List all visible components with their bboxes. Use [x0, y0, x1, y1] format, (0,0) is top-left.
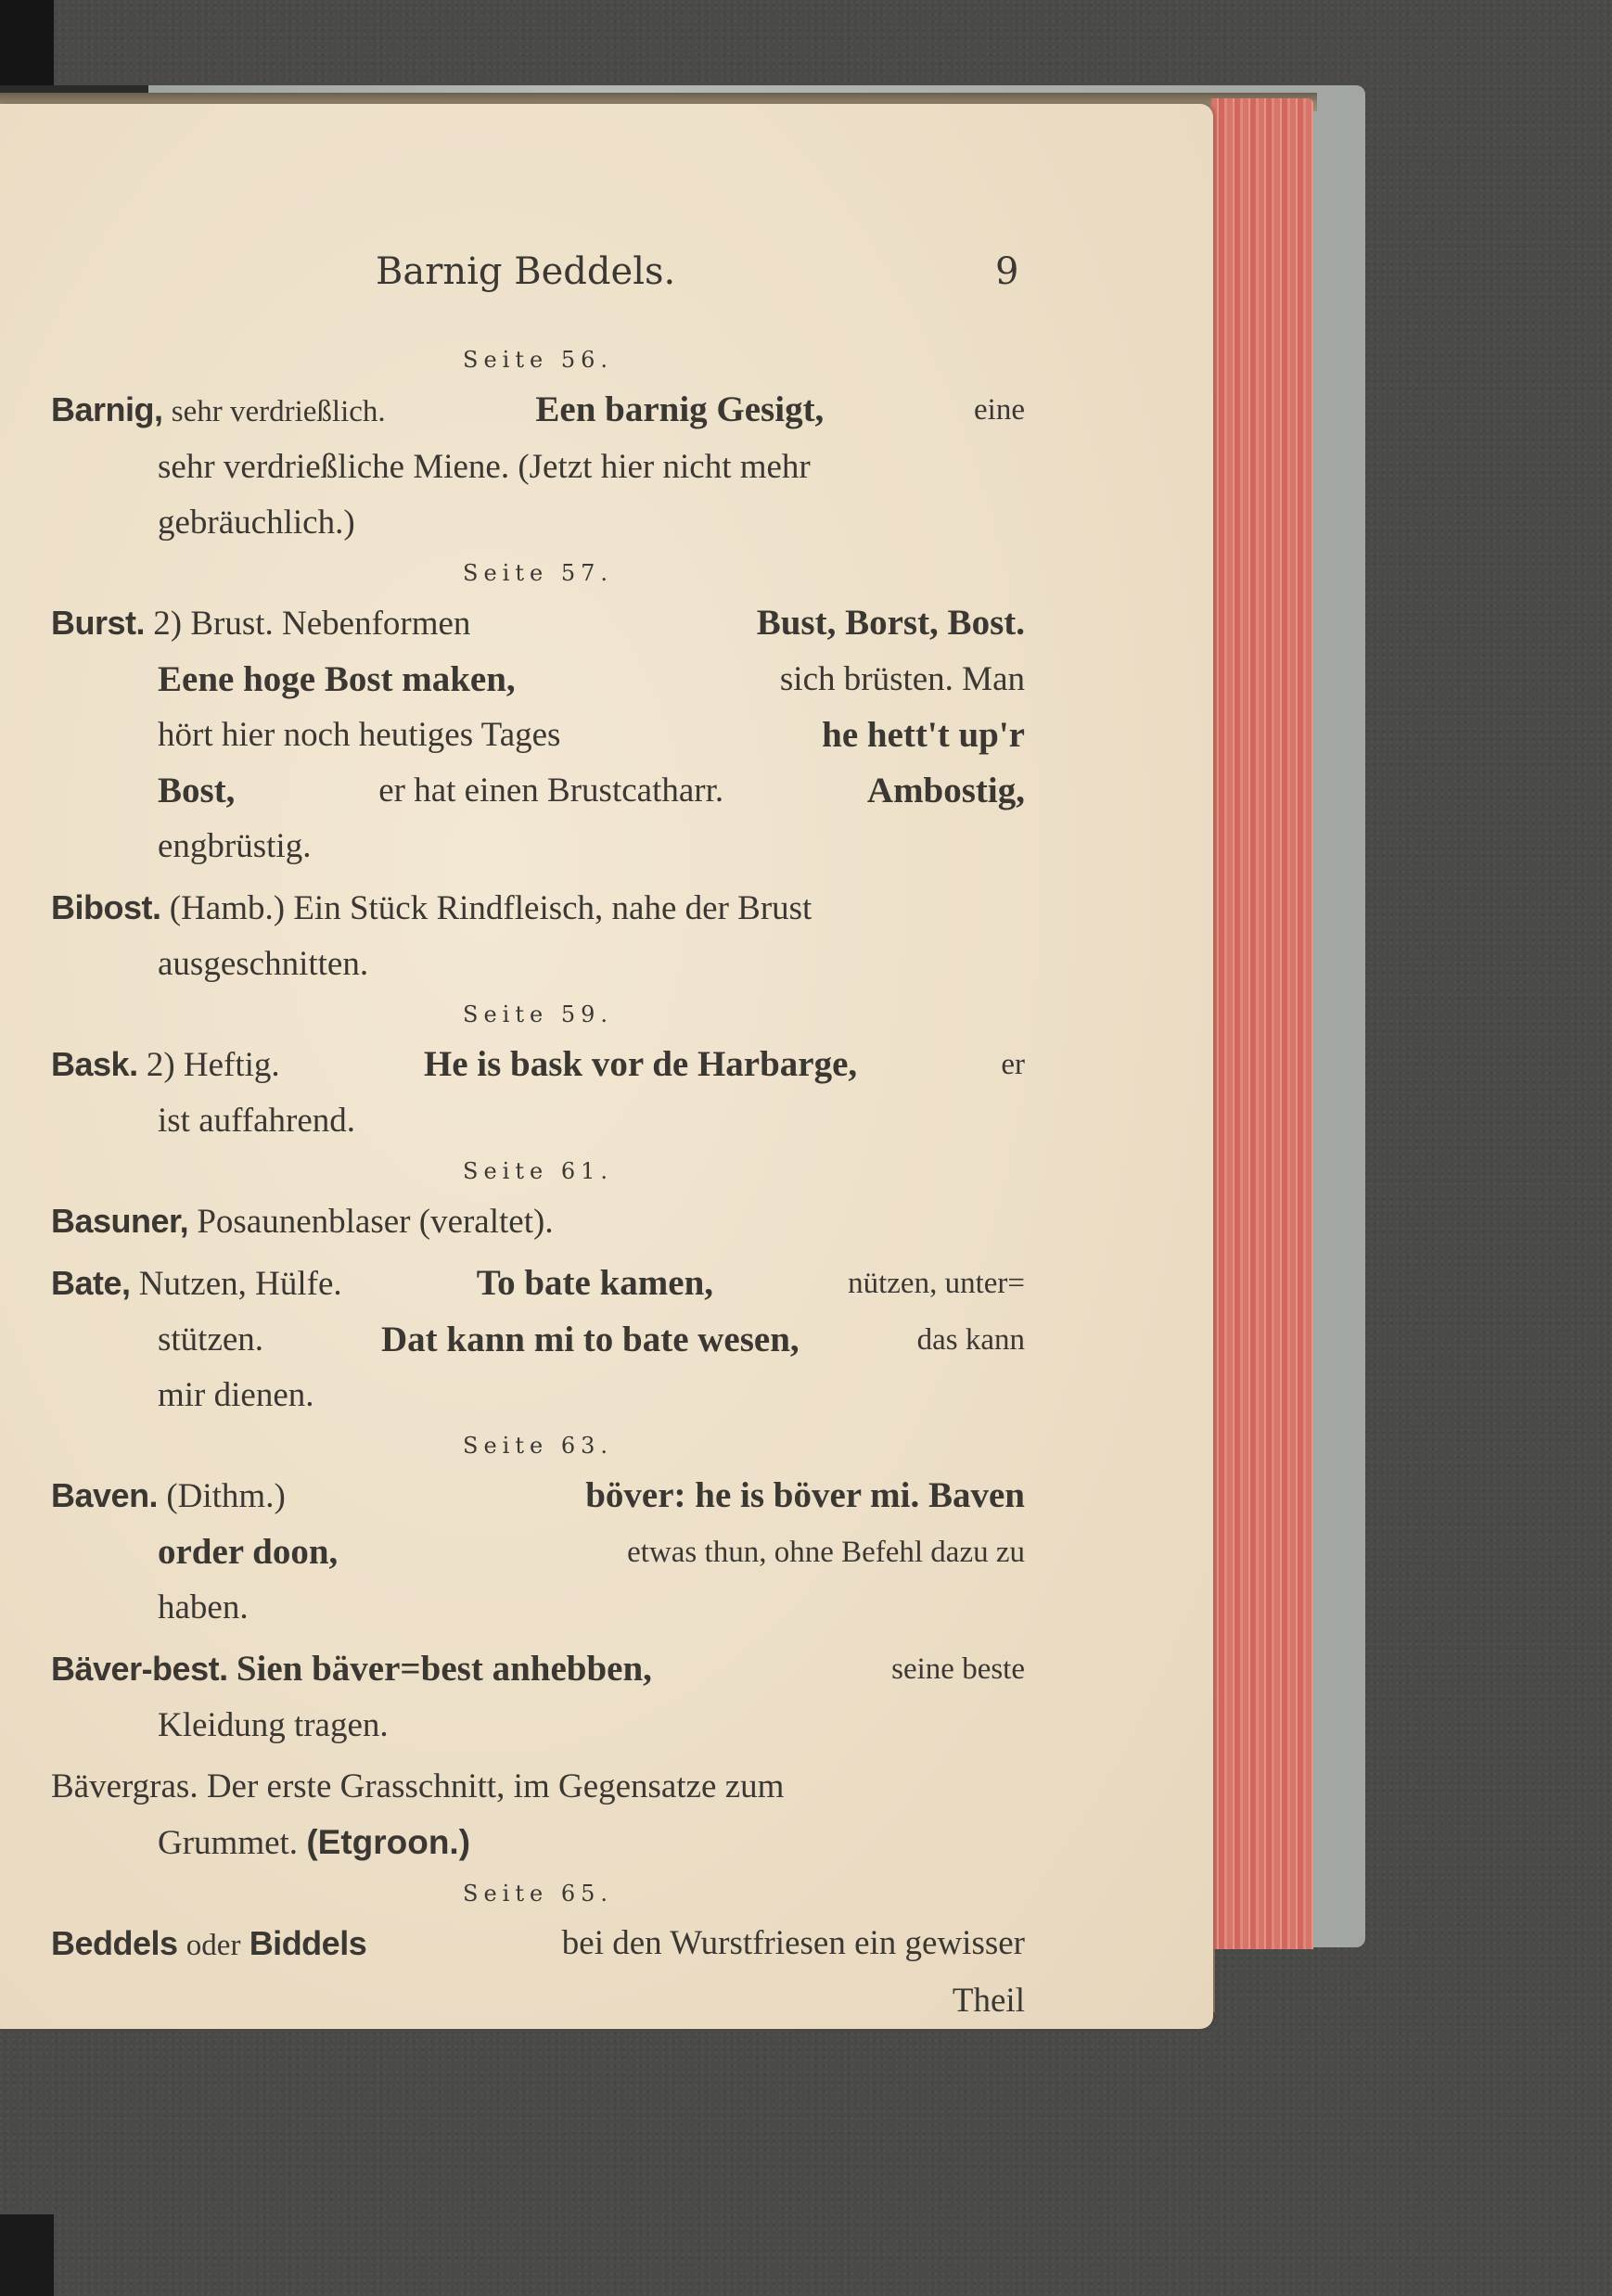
book-spine-shadow-bottom [0, 2214, 54, 2296]
dictionary-entry [51, 1193, 1025, 1250]
entry-line: haben. [158, 1588, 249, 1626]
dictionary-entry [51, 1759, 1025, 1871]
entry-line: Bibost. (Hamb.) Ein Stück Rindfleisch, nahe der Brust [51, 888, 812, 927]
headword-variant: Biddels [249, 1924, 367, 1962]
dictionary-entry [51, 1256, 1025, 1423]
headword: Bibost. [51, 888, 161, 926]
headword: Beddels [51, 1924, 178, 1962]
entry-line: Bate, Nutzen, Hülfe. To bate kamen, nützen, unter= [51, 1263, 1025, 1303]
entry-line: Burst. 2) Brust. Nebenformen Bust, Borst, Bost. [51, 603, 1025, 643]
section-heading: Seite 65. [463, 1881, 613, 1907]
entry-line: ist auffahrend. [158, 1102, 356, 1140]
entry-line: ausgeschnitten. [158, 945, 369, 983]
headword: Barnig, [51, 390, 163, 428]
book-spine-shadow-top [0, 0, 54, 93]
entry-line: Baven. (Dithm.) böver: he is böver mi. Baven [51, 1475, 1025, 1515]
dictionary-entry [51, 880, 1025, 992]
dictionary-entry [51, 595, 1025, 874]
entry-line: Basuner, Posaunenblaser (veraltet). [51, 1202, 554, 1241]
entry-line: Eene hoge Bost maken, sich brüsten. Man [158, 659, 1025, 699]
entry-line: Grummet. (Etgroon.) [158, 1823, 471, 1862]
plattdeutsch-phrase: Een barnig Gesigt, [535, 389, 825, 429]
entry-line: Barnig, sehr verdrießlich. Een barnig Gesigt, eine [51, 382, 1025, 440]
section-heading: Seite 59. [463, 1001, 613, 1027]
entry-line: sehr verdrießliche Miene. (Jetzt hier nicht mehr [158, 448, 811, 486]
entry-line: Bost, er hat einen Brustcatharr. Ambostig, [158, 771, 1025, 810]
dictionary-entry [51, 1468, 1025, 1636]
entry-line: Beddels oder Biddels bei den Wurstfriesen ein gewisser [51, 1924, 1025, 1962]
running-title: Barnig Beddels. [376, 250, 676, 293]
headword: Basuner, [51, 1202, 189, 1240]
section-heading: Seite 63. [463, 1433, 613, 1459]
entry-line: Theil [952, 1982, 1025, 2020]
entry-line: mir dienen. [158, 1376, 314, 1414]
entry-line: stützen. Dat kann mi to bate wesen, das kann [158, 1320, 1025, 1359]
entry-line: engbrüstig. [158, 827, 312, 865]
headword: Bate, [51, 1264, 131, 1302]
section-heading: Seite 57. [463, 560, 613, 586]
dictionary-entry [51, 1916, 1025, 2029]
dictionary-entry [51, 382, 1025, 551]
section-heading: Seite 61. [463, 1158, 613, 1184]
entry-line: Bävergras. Der erste Grasschnitt, im Gegensatze zum [51, 1767, 785, 1805]
red-fore-edge [1211, 98, 1313, 1949]
entry-line: Bäver-best. Sien bäver=best anhebben, seine beste [51, 1649, 1025, 1689]
entry-line: Bask. 2) Heftig. He is bask vor de Harbarge, er [51, 1044, 1025, 1084]
section-heading: Seite 56. [463, 347, 613, 373]
headword: Burst. [51, 604, 146, 642]
entry-line: Kleidung tragen. [158, 1706, 389, 1744]
headword: Baven. [51, 1476, 159, 1514]
entry-line: gebräuchlich.) [158, 504, 355, 542]
headword: Bask. [51, 1045, 138, 1083]
cross-reference: (Etgroon.) [306, 1823, 471, 1861]
headword: Bävergras. [51, 1767, 198, 1805]
dictionary-body [51, 343, 1025, 2035]
dictionary-entry [51, 1037, 1025, 1149]
dictionary-entry [51, 1641, 1025, 1754]
entry-line: hört hier noch heutiges Tages he hett't up'r [158, 715, 1025, 755]
entry-line: order doon, etwas thun, ohne Befehl dazu zu [158, 1532, 1025, 1572]
headword: Bäver-best. [51, 1650, 228, 1688]
page-number: 9 [995, 250, 1019, 293]
